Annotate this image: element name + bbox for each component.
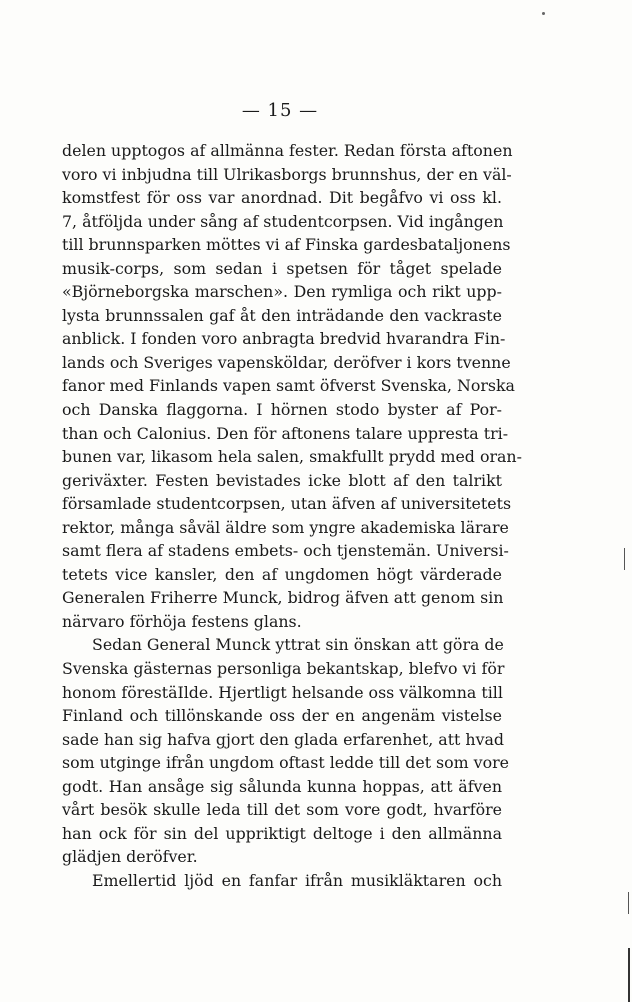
text-line: Generalen Friherre Munck, bidrog äfven att genom sin xyxy=(62,588,504,608)
text-line: godt. Han ansåge sig sålunda kunna hoppas, att äfven xyxy=(62,776,502,796)
text-line: lysta brunnssalen gaf åt den inträdande den vackraste xyxy=(62,305,502,325)
text-line: tetets vice kansler, den af ungdomen högt värderade xyxy=(62,564,502,584)
text-line: rektor, många såväl äldre som yngre akademiska lärare xyxy=(62,517,509,537)
body-text xyxy=(62,139,522,893)
text-line: honom förestäIlde. Hjertligt helsande oss välkomna till xyxy=(62,682,503,702)
text-line: närvaro förhöja festens glans. xyxy=(62,611,302,631)
scan-edge-mark xyxy=(628,892,629,914)
text-line: till brunnsparken möttes vi af Finska gardesbataljonens xyxy=(62,235,511,255)
text-line: anblick. I fonden voro anbragta bredvid hvarandra Fin- xyxy=(62,329,506,349)
text-line: delen upptogos af allmänna fester. Redan första aftonen xyxy=(62,141,513,160)
text-line: fanor med Finlands vapen samt öfverst Svenska, Norska xyxy=(62,376,515,396)
text-line: komstfest för oss var anordnad. Dit begåfvo vi oss kl. xyxy=(62,188,502,208)
text-line: och Danska flaggorna. I hörnen stodo byster af Por- xyxy=(62,400,502,420)
text-line: 7, åtföljda under sång af studentcorpsen. Vid ingången xyxy=(62,211,504,231)
scan-edge-mark xyxy=(624,548,625,570)
scan-edge-dot xyxy=(542,12,545,15)
text-line: lands och Sveriges vapensköldar, deröfver i kors tvenne xyxy=(62,352,511,372)
page-number: — 15 — xyxy=(241,100,319,121)
text-line: som utginge ifrån ungdom oftast ledde till det som vore xyxy=(62,753,510,773)
text-line: glädjen deröfver. xyxy=(62,847,198,867)
text-line: sade han sig hafva gjort den glada erfarenhet, att hvad xyxy=(62,729,505,749)
text-line: vårt besök skulle leda till det som vore godt, hvarföre xyxy=(62,800,502,820)
text-line: bunen var, likasom hela salen, smakfullt prydd med oran- xyxy=(62,447,522,467)
text-line: Emellertid ljöd en fanfar ifrån musikläktaren och xyxy=(92,870,502,890)
text-line: han ock för sin del uppriktigt deltoge i den allmänna xyxy=(62,823,502,843)
text-line: voro vi inbjudna till Ulrikasborgs brunnshus, der en väl- xyxy=(62,164,512,184)
text-line: musik-corps, som sedan i spetsen för tåget spelade xyxy=(62,258,502,278)
text-line: Sedan General Munck yttrat sin önskan att göra de xyxy=(92,635,504,655)
text-line: samt flera af stadens embets- och tjenstemän. Universi- xyxy=(62,541,509,561)
text-line: «Björneborgska marschen». Den rymliga och rikt upp- xyxy=(62,282,502,302)
text-line: geriväxter. Festen bevistades icke blott af den talrikt xyxy=(62,470,502,490)
text-line: than och Calonius. Den för aftonens talare uppresta tri- xyxy=(62,423,509,443)
text-line: församlade studentcorpsen, utan äfven af universitetets xyxy=(62,494,512,514)
text-line: Svenska gästernas personliga bekantskap, blefvo vi för xyxy=(62,659,505,679)
text-line: Finland och tillönskande oss der en angenäm vistelse xyxy=(62,706,502,726)
scan-edge-mark xyxy=(628,948,630,1002)
